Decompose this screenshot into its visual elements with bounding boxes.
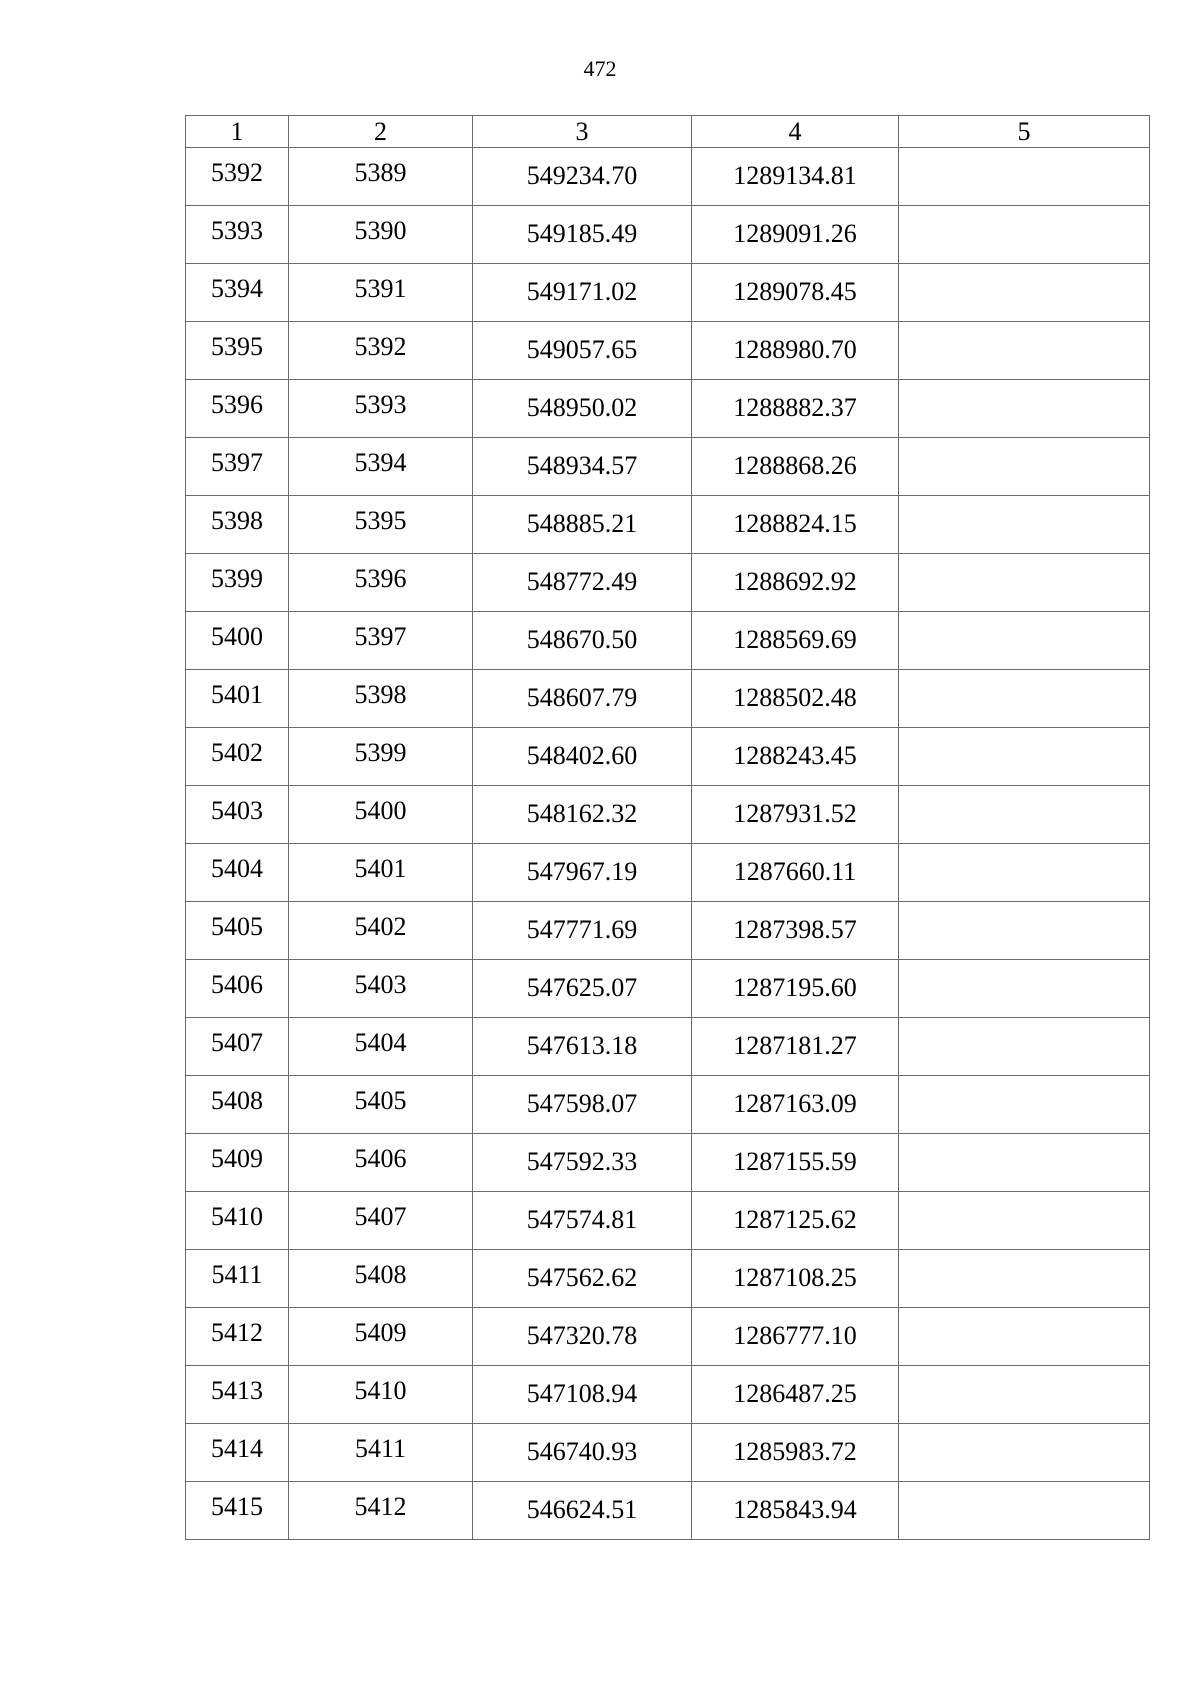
table-row <box>186 786 1150 844</box>
cell-prev-point-number: 5394 <box>289 438 473 496</box>
cell-note <box>899 1250 1150 1308</box>
cell-prev-point-number: 5399 <box>289 728 473 786</box>
cell-prev-point-number: 5397 <box>289 612 473 670</box>
table-row <box>186 1308 1150 1366</box>
table-row <box>186 612 1150 670</box>
cell-coordinate-y: 1285843.94 <box>692 1482 899 1540</box>
cell-point-number: 5392 <box>186 148 289 206</box>
cell-coordinate-y: 1285983.72 <box>692 1424 899 1482</box>
cell-coordinate-x: 547320.78 <box>473 1308 692 1366</box>
cell-coordinate-x: 547967.19 <box>473 844 692 902</box>
table-row <box>186 1076 1150 1134</box>
cell-coordinate-x: 548402.60 <box>473 728 692 786</box>
table-row <box>186 1134 1150 1192</box>
cell-prev-point-number: 5404 <box>289 1018 473 1076</box>
page-number: 472 <box>583 56 617 81</box>
cell-coordinate-y: 1288692.92 <box>692 554 899 612</box>
cell-note <box>899 1076 1150 1134</box>
cell-point-number: 5398 <box>186 496 289 554</box>
cell-point-number: 5413 <box>186 1366 289 1424</box>
table-row <box>186 496 1150 554</box>
cell-note <box>899 1192 1150 1250</box>
cell-note <box>899 902 1150 960</box>
cell-prev-point-number: 5412 <box>289 1482 473 1540</box>
cell-note <box>899 438 1150 496</box>
cell-point-number: 5401 <box>186 670 289 728</box>
header-col-5: 5 <box>899 116 1150 148</box>
cell-note <box>899 1134 1150 1192</box>
table-row <box>186 554 1150 612</box>
cell-coordinate-y: 1287660.11 <box>692 844 899 902</box>
cell-note <box>899 786 1150 844</box>
cell-coordinate-x: 547562.62 <box>473 1250 692 1308</box>
table-row <box>186 960 1150 1018</box>
cell-prev-point-number: 5390 <box>289 206 473 264</box>
cell-coordinate-y: 1288502.48 <box>692 670 899 728</box>
cell-note <box>899 148 1150 206</box>
table-row <box>186 264 1150 322</box>
cell-point-number: 5411 <box>186 1250 289 1308</box>
cell-coordinate-y: 1287931.52 <box>692 786 899 844</box>
cell-prev-point-number: 5398 <box>289 670 473 728</box>
table-row <box>186 1366 1150 1424</box>
cell-prev-point-number: 5396 <box>289 554 473 612</box>
cell-note <box>899 1366 1150 1424</box>
cell-prev-point-number: 5391 <box>289 264 473 322</box>
cell-coordinate-y: 1287195.60 <box>692 960 899 1018</box>
cell-point-number: 5404 <box>186 844 289 902</box>
cell-note <box>899 612 1150 670</box>
cell-coordinate-x: 547771.69 <box>473 902 692 960</box>
cell-prev-point-number: 5407 <box>289 1192 473 1250</box>
cell-point-number: 5409 <box>186 1134 289 1192</box>
table-row <box>186 438 1150 496</box>
table-row <box>186 1482 1150 1540</box>
table-row <box>186 902 1150 960</box>
table-row <box>186 1018 1150 1076</box>
cell-point-number: 5405 <box>186 902 289 960</box>
cell-point-number: 5415 <box>186 1482 289 1540</box>
cell-coordinate-y: 1287163.09 <box>692 1076 899 1134</box>
cell-prev-point-number: 5401 <box>289 844 473 902</box>
cell-note <box>899 1424 1150 1482</box>
table-row <box>186 148 1150 206</box>
header-col-1: 1 <box>186 116 289 148</box>
cell-point-number: 5395 <box>186 322 289 380</box>
cell-coordinate-x: 549171.02 <box>473 264 692 322</box>
cell-note <box>899 206 1150 264</box>
table-row <box>186 206 1150 264</box>
coordinates-table <box>185 115 1150 1540</box>
cell-coordinate-x: 547598.07 <box>473 1076 692 1134</box>
table-header <box>186 116 1150 148</box>
cell-note <box>899 728 1150 786</box>
cell-coordinate-y: 1288980.70 <box>692 322 899 380</box>
cell-point-number: 5402 <box>186 728 289 786</box>
cell-point-number: 5399 <box>186 554 289 612</box>
cell-coordinate-x: 547108.94 <box>473 1366 692 1424</box>
cell-coordinate-y: 1289078.45 <box>692 264 899 322</box>
cell-note <box>899 1482 1150 1540</box>
cell-coordinate-y: 1288824.15 <box>692 496 899 554</box>
cell-coordinate-x: 548607.79 <box>473 670 692 728</box>
cell-coordinate-y: 1288882.37 <box>692 380 899 438</box>
table-row <box>186 844 1150 902</box>
cell-coordinate-x: 548162.32 <box>473 786 692 844</box>
cell-note <box>899 496 1150 554</box>
cell-point-number: 5396 <box>186 380 289 438</box>
cell-coordinate-y: 1287155.59 <box>692 1134 899 1192</box>
cell-note <box>899 322 1150 380</box>
cell-coordinate-y: 1289134.81 <box>692 148 899 206</box>
cell-coordinate-x: 549234.70 <box>473 148 692 206</box>
cell-coordinate-x: 549185.49 <box>473 206 692 264</box>
cell-coordinate-x: 548885.21 <box>473 496 692 554</box>
table-row <box>186 322 1150 380</box>
header-row <box>186 116 1150 148</box>
table-row <box>186 1192 1150 1250</box>
table-row <box>186 728 1150 786</box>
cell-point-number: 5394 <box>186 264 289 322</box>
cell-prev-point-number: 5402 <box>289 902 473 960</box>
cell-coordinate-y: 1289091.26 <box>692 206 899 264</box>
cell-note <box>899 670 1150 728</box>
cell-coordinate-y: 1286487.25 <box>692 1366 899 1424</box>
cell-prev-point-number: 5400 <box>289 786 473 844</box>
cell-prev-point-number: 5393 <box>289 380 473 438</box>
cell-coordinate-y: 1288243.45 <box>692 728 899 786</box>
cell-coordinate-x: 546624.51 <box>473 1482 692 1540</box>
table-body <box>186 148 1150 1540</box>
cell-note <box>899 380 1150 438</box>
cell-prev-point-number: 5403 <box>289 960 473 1018</box>
cell-coordinate-x: 546740.93 <box>473 1424 692 1482</box>
header-col-4: 4 <box>692 116 899 148</box>
cell-coordinate-x: 547574.81 <box>473 1192 692 1250</box>
cell-coordinate-x: 548934.57 <box>473 438 692 496</box>
cell-point-number: 5408 <box>186 1076 289 1134</box>
cell-coordinate-x: 547625.07 <box>473 960 692 1018</box>
cell-point-number: 5393 <box>186 206 289 264</box>
cell-point-number: 5407 <box>186 1018 289 1076</box>
cell-prev-point-number: 5395 <box>289 496 473 554</box>
cell-prev-point-number: 5410 <box>289 1366 473 1424</box>
table-row <box>186 1424 1150 1482</box>
cell-prev-point-number: 5408 <box>289 1250 473 1308</box>
cell-coordinate-x: 548670.50 <box>473 612 692 670</box>
cell-coordinate-y: 1287125.62 <box>692 1192 899 1250</box>
cell-prev-point-number: 5406 <box>289 1134 473 1192</box>
cell-point-number: 5406 <box>186 960 289 1018</box>
cell-prev-point-number: 5411 <box>289 1424 473 1482</box>
header-col-3: 3 <box>473 116 692 148</box>
cell-coordinate-x: 549057.65 <box>473 322 692 380</box>
cell-note <box>899 554 1150 612</box>
table-row <box>186 670 1150 728</box>
cell-prev-point-number: 5392 <box>289 322 473 380</box>
cell-note <box>899 1018 1150 1076</box>
cell-coordinate-y: 1288569.69 <box>692 612 899 670</box>
cell-coordinate-y: 1288868.26 <box>692 438 899 496</box>
cell-point-number: 5400 <box>186 612 289 670</box>
table-row <box>186 380 1150 438</box>
cell-note <box>899 844 1150 902</box>
cell-point-number: 5414 <box>186 1424 289 1482</box>
cell-point-number: 5403 <box>186 786 289 844</box>
cell-coordinate-y: 1287181.27 <box>692 1018 899 1076</box>
cell-note <box>899 264 1150 322</box>
cell-coordinate-y: 1287108.25 <box>692 1250 899 1308</box>
cell-prev-point-number: 5409 <box>289 1308 473 1366</box>
cell-point-number: 5410 <box>186 1192 289 1250</box>
cell-prev-point-number: 5405 <box>289 1076 473 1134</box>
cell-coordinate-x: 548772.49 <box>473 554 692 612</box>
header-col-2: 2 <box>289 116 473 148</box>
cell-point-number: 5397 <box>186 438 289 496</box>
cell-point-number: 5412 <box>186 1308 289 1366</box>
cell-coordinate-x: 548950.02 <box>473 380 692 438</box>
cell-note <box>899 1308 1150 1366</box>
cell-coordinate-x: 547592.33 <box>473 1134 692 1192</box>
cell-coordinate-y: 1287398.57 <box>692 902 899 960</box>
cell-coordinate-y: 1286777.10 <box>692 1308 899 1366</box>
table-row <box>186 1250 1150 1308</box>
cell-coordinate-x: 547613.18 <box>473 1018 692 1076</box>
cell-prev-point-number: 5389 <box>289 148 473 206</box>
cell-note <box>899 960 1150 1018</box>
